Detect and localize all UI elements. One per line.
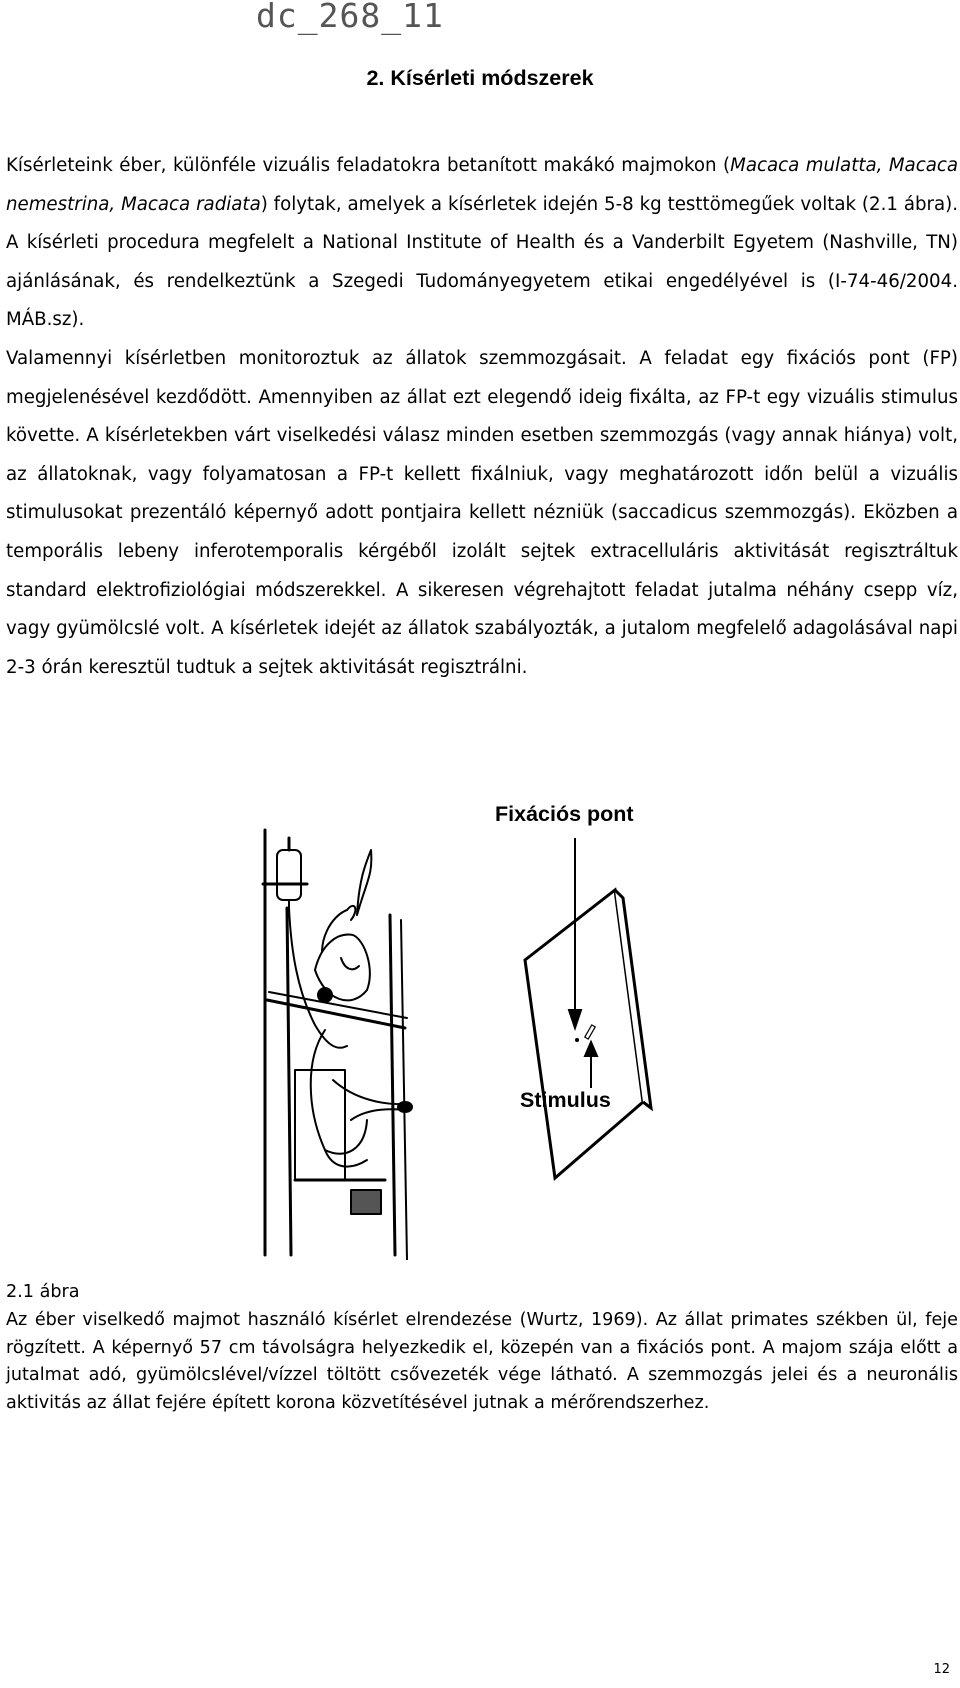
paragraph-1 — [6, 147, 958, 340]
species-names: Macaca mulatta, Macaca nemestrina, Macaca radiata — [6, 155, 958, 215]
paragraph-1-end: ) folytak, amelyek a kísérletek idején 5-8 kg testtömegűek voltak (2.1 ábra). A kísérleti procedura megfelelt a National Institute of Health és a Vanderbilt Egyetem (Nashville, TN) ajánlásának, és rendelkeztünk a Szegedi Tudományegyetem etikai engedélyével is (I-74-46/2004. MÁB.sz). — [6, 193, 959, 331]
label-fixation-point: Fixációs pont — [495, 802, 634, 826]
monkey-chair-illustration — [255, 820, 715, 1260]
body-text — [6, 147, 958, 687]
document-id: dc_268_11 — [256, 0, 444, 35]
figure-caption — [6, 1307, 958, 1417]
label-stimulus: Stimulus — [520, 1088, 611, 1112]
figure-caption-text: Az éber viselkedő majmot használó kísérlet elrendezése (Wurtz, 1969). Az állat primates székben ül, feje rögzített. A képernyő 57 cm távolságra helyezkedik el, közepén van a fixációs pont. A majom szája előtt a jutalmat adó, gyümölcslével/vízzel töltött csővezeték vége látható. A szemmozgás jelei és a neuronális aktivitás az állat fejére épített korona közvetítésével jutnak a mérőrendszerhez. — [6, 1310, 958, 1413]
paragraph-1-start: Kísérleteink éber, különféle vizuális feladatokra betanított makákó majmokon ( — [6, 155, 731, 176]
page-number: 12 — [933, 1662, 950, 1677]
paragraph-2: Valamennyi kísérletben monitoroztuk az állatok szemmozgásait. A feladat egy fixációs pont (FP) megjelenésével kezdődött. Amennyiben az állat ezt elegendő ideig fixálta, az FP-t egy vizuális stimulus követte. A kísérletekben várt viselkedési válasz minden esetben szemmozgás (vagy annak hiánya) volt, az állatoknak, vagy folyamatosan a FP-t kellett fixálniuk, vagy meghatározott időn belül a vizuális stimulusokat prezentáló képernyő adott pontjaira kellett nézniük (saccadicus szemmozgás). Eközben a temporális lebeny inferotemporalis kérgéből izolált sejtek extracelluláris aktivitását regisztráltuk standard elektrofiziológiai módszerekkel. A sikeresen végrehajtott feladat jutalma néhány csepp víz, vagy gyümölcslé volt. A kísérletek idejét az állatok szabályozták, a jutalom megfelelő adagolásával napi 2-3 órán keresztül tudtuk a sejtek aktivitását regisztrálni. — [6, 347, 958, 678]
section-title: 2. Kísérleti módszerek — [366, 66, 594, 90]
figure-number: 2.1 ábra — [6, 1282, 80, 1302]
figure-experimental-setup — [255, 802, 715, 1260]
